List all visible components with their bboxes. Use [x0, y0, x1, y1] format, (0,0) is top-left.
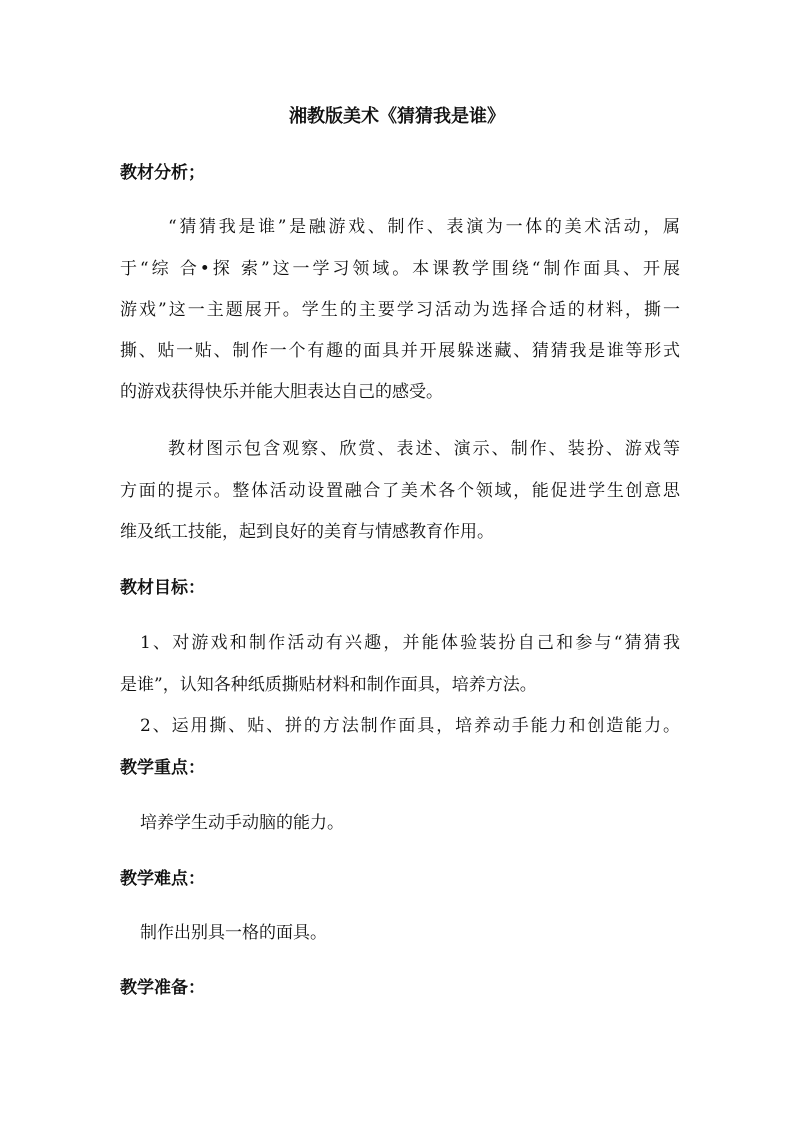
paragraph-line: 撕、贴一贴、制作一个有趣的面具并开展躲迷藏、猜猜我是谁等形式: [120, 341, 680, 361]
paragraph-line: 维及纸工技能，起到良好的美育与情感教育作用。: [120, 522, 494, 542]
key-points-text: 培养学生动手动脑的能力。: [140, 813, 344, 833]
section-heading-difficulties: 教学难点：: [120, 869, 205, 889]
paragraph-line: 的游戏获得快乐并能大胆表达自己的感受。: [120, 382, 443, 402]
section-heading-preparation: 教学准备：: [120, 978, 205, 998]
section-heading-goals: 教材目标：: [120, 578, 205, 598]
paragraph-line: 教材图示包含观察、欣赏、表述、演示、制作、装扮、游戏等: [168, 439, 680, 459]
section-heading-analysis: 教材分析；: [120, 163, 205, 183]
document-title: 湘教版美术《猜猜我是谁》: [289, 106, 505, 127]
goal-item: 2、运用撕、贴、拼的方法制作面具，培养动手能力和创造能力。: [140, 716, 680, 736]
difficulties-text: 制作出别具一格的面具。: [140, 923, 327, 943]
goal-item: 是谁”，认知各种纸质撕贴材料和制作面具，培养方法。: [120, 675, 537, 695]
paragraph-line: 游戏”这一主题展开。学生的主要学习活动为选择合适的材料，撕一: [120, 300, 680, 320]
paragraph-line: 于“综 合•探 索”这一学习领域。本课教学围绕“制作面具、开展: [120, 259, 680, 279]
paragraph-line: 方面的提示。整体活动设置融合了美术各个领域，能促进学生创意思: [120, 481, 680, 501]
section-heading-key-points: 教学重点：: [120, 758, 205, 778]
paragraph-line: “猜猜我是谁”是融游戏、制作、表演为一体的美术活动，属: [168, 217, 680, 237]
goal-item: 1、对游戏和制作活动有兴趣，并能体验装扮自己和参与“猜猜我: [140, 633, 680, 653]
